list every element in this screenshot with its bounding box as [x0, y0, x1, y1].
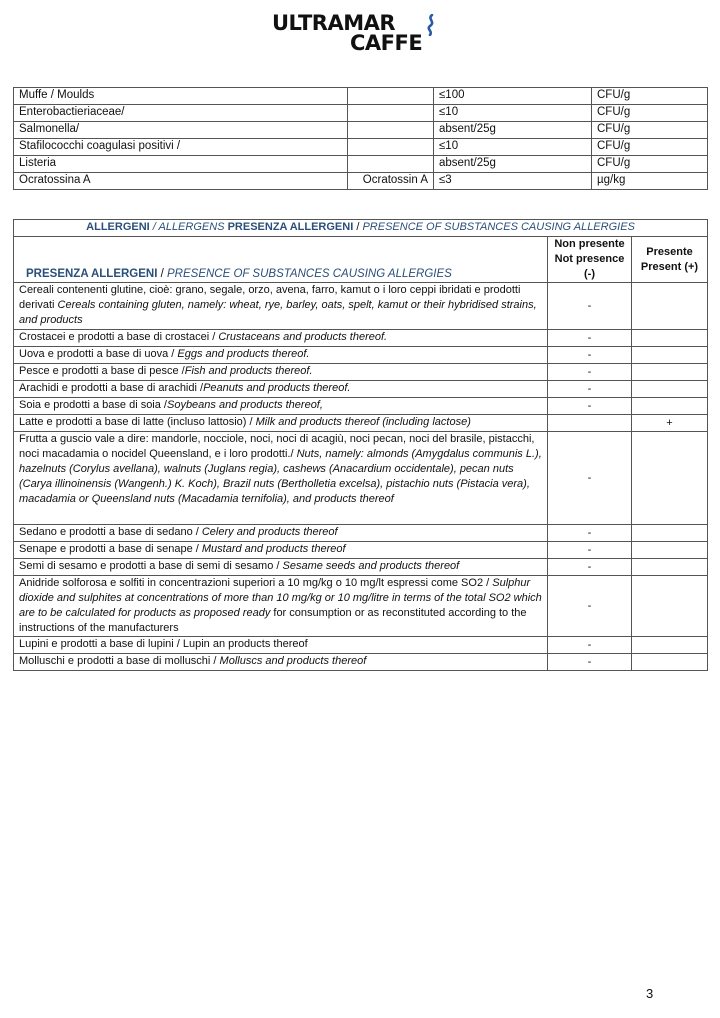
micro-table-row	[14, 173, 708, 190]
allergen-name-en: Peanuts and products thereof.	[203, 382, 351, 394]
not-present-mark: -	[548, 525, 632, 542]
allergens-column-header-row	[14, 237, 708, 283]
allergen-description	[14, 415, 548, 432]
brand-logo	[272, 12, 452, 56]
page-number: 3	[646, 986, 654, 1001]
allergen-row	[14, 364, 708, 381]
allergen-name-en: Sulphur dioxide and sulphites at concentrations of more than 10 mg/kg or 10 mg/litre in terms of the total SO2 which are to be calculated for products as proposed ready	[19, 577, 542, 619]
allergen-name-it: Frutta a guscio vale a dire: mandorle, nocciole, noci, noci di acagiù, noci pecan, noci del brasile, pistacchi, noci macadamia o nocidel Queensland, e i loro prodotti./	[19, 433, 535, 460]
present-mark	[632, 576, 708, 637]
allergen-description	[14, 576, 548, 637]
present-label-en: Present (+)	[640, 260, 699, 273]
presence-title-it: PRESENZA ALLERGENI	[227, 221, 354, 233]
micro-name-cell: Muffe / Moulds	[14, 88, 348, 105]
micro-table-row	[14, 105, 708, 122]
not-present-mark: -	[548, 398, 632, 415]
presence-subheader-separator: /	[157, 268, 168, 280]
present-mark	[632, 283, 708, 330]
present-mark	[632, 330, 708, 347]
allergen-row	[14, 525, 708, 542]
allergen-row	[14, 330, 708, 347]
micro-name-cell: Ocratossina A	[14, 173, 348, 190]
allergen-row	[14, 637, 708, 654]
presence-separator: /	[353, 221, 363, 233]
allergen-name-en: Crustaceans and products thereof.	[218, 331, 388, 343]
micro-table-row	[14, 139, 708, 156]
micro-unit-cell: CFU/g	[592, 122, 708, 139]
allergen-description	[14, 559, 548, 576]
allergen-row	[14, 432, 708, 525]
allergen-description	[14, 398, 548, 415]
micro-limit-cell: ≤100	[434, 88, 592, 105]
allergen-name-en: Soybeans and products thereof,	[166, 399, 323, 411]
allergen-name-en: Celery and products thereof	[201, 526, 338, 538]
allergen-description	[14, 283, 548, 330]
allergen-description	[14, 364, 548, 381]
allergen-name-it: Semi di sesamo e prodotti a base di semi di sesamo /	[19, 560, 283, 572]
micro-unit-cell: CFU/g	[592, 105, 708, 122]
micro-limit-cell: ≤10	[434, 105, 592, 122]
not-present-mark: -	[548, 330, 632, 347]
allergen-name-it: Soia e prodotti a base di soia /	[19, 399, 167, 411]
not-present-mark: -	[548, 542, 632, 559]
microbiological-table	[13, 87, 708, 190]
micro-name-cell: Enterobactieriaceae/	[14, 105, 348, 122]
present-mark	[632, 381, 708, 398]
allergen-name-it: Cereali contenenti glutine, cioè: grano, segale, orzo, avena, farro, kamut o i loro ceppi ibridati e prodotti derivati	[19, 284, 521, 311]
steam-icon	[425, 14, 437, 36]
presence-subheader-it: PRESENZA ALLERGENI	[26, 268, 158, 280]
allergens-title-row	[14, 220, 708, 237]
micro-table-row	[14, 88, 708, 105]
allergen-name-en: Fish and products thereof.	[184, 365, 313, 377]
present-mark	[632, 347, 708, 364]
allergen-row	[14, 398, 708, 415]
allergen-row	[14, 654, 708, 671]
micro-unit-cell: CFU/g	[592, 156, 708, 173]
allergen-name-it: Crostacei e prodotti a base di crostacei /	[19, 331, 219, 343]
micro-unit-cell: µg/kg	[592, 173, 708, 190]
allergen-row	[14, 542, 708, 559]
allergen-name-en: Milk and products thereof (including lactose)	[255, 416, 471, 428]
present-header	[632, 237, 708, 283]
micro-name-cell: Salmonella/	[14, 122, 348, 139]
present-mark	[632, 525, 708, 542]
not-present-mark: -	[548, 283, 632, 330]
allergen-description	[14, 637, 548, 654]
allergen-description	[14, 432, 548, 525]
allergen-description	[14, 525, 548, 542]
allergen-row	[14, 576, 708, 637]
micro-extra-cell	[348, 105, 434, 122]
allergen-row	[14, 283, 708, 330]
allergens-table	[13, 219, 708, 671]
present-mark	[632, 559, 708, 576]
micro-limit-cell: absent/25g	[434, 156, 592, 173]
not-present-label-en: Not presence	[554, 253, 625, 265]
micro-name-cell: Listeria	[14, 156, 348, 173]
presence-subheader	[14, 237, 548, 283]
allergen-name-tail: for consumption or as reconstituted according to the instructions of the manufacturers	[19, 607, 527, 634]
not-present-mark: -	[548, 432, 632, 525]
allergen-description	[14, 381, 548, 398]
allergen-name-it: Latte e prodotti a base di latte (incluso lattosio) /	[19, 416, 256, 428]
not-present-header	[548, 237, 632, 283]
present-label-it: Presente	[646, 245, 693, 258]
present-mark	[632, 542, 708, 559]
micro-extra-cell	[348, 88, 434, 105]
brand-line1: ULTRAMAR	[272, 11, 396, 35]
allergens-title-it: ALLERGENI	[86, 221, 150, 233]
not-present-mark: -	[548, 347, 632, 364]
present-mark	[632, 432, 708, 525]
allergen-row	[14, 559, 708, 576]
micro-extra-cell	[348, 139, 434, 156]
present-mark	[632, 637, 708, 654]
not-present-symbol: (-)	[584, 268, 595, 280]
allergen-name-en: Cereals containing gluten, namely: wheat, rye, barley, oats, spelt, kamut or their hybridised strains, and products	[19, 299, 537, 326]
allergen-name-it: Pesce e prodotti a base di pesce /	[19, 365, 185, 377]
allergen-description	[14, 347, 548, 364]
not-present-mark	[548, 415, 632, 432]
not-present-mark: -	[548, 381, 632, 398]
not-present-mark: -	[548, 637, 632, 654]
allergen-row	[14, 381, 708, 398]
allergen-row	[14, 347, 708, 364]
allergen-name-it: Arachidi e prodotti a base di arachidi /	[19, 382, 204, 394]
allergen-name-en: Mustard and products thereof	[201, 543, 346, 555]
allergen-name-en: Eggs and products thereof.	[177, 348, 310, 360]
allergen-name-it: Anidride solforosa e solfiti in concentrazioni superiori a 10 mg/kg o 10 mg/lt espressi come SO2 /	[19, 577, 493, 589]
not-present-mark: -	[548, 364, 632, 381]
allergens-title	[14, 220, 708, 237]
micro-unit-cell: CFU/g	[592, 139, 708, 156]
allergen-name-en: Molluscs and products thereof	[219, 655, 367, 667]
allergen-name-it: Senape e prodotti a base di senape /	[19, 543, 202, 555]
title-separator: /	[149, 221, 159, 233]
allergen-description	[14, 330, 548, 347]
micro-limit-cell: ≤10	[434, 139, 592, 156]
micro-extra-cell: Ocratossin A	[348, 173, 434, 190]
allergen-description	[14, 654, 548, 671]
micro-limit-cell: absent/25g	[434, 122, 592, 139]
micro-table-row	[14, 156, 708, 173]
not-present-mark: -	[548, 559, 632, 576]
allergen-name-it: Molluschi e prodotti a base di molluschi /	[19, 655, 220, 667]
micro-unit-cell: CFU/g	[592, 88, 708, 105]
not-present-mark: -	[548, 576, 632, 637]
micro-name-cell: Stafilococchi coagulasi positivi /	[14, 139, 348, 156]
allergen-name-it: Uova e prodotti a base di uova /	[19, 348, 178, 360]
allergen-row	[14, 415, 708, 432]
not-present-label-it: Non presente	[554, 238, 625, 250]
allergen-name-it: Sedano e prodotti a base di sedano /	[19, 526, 202, 538]
presence-subheader-en: PRESENCE OF SUBSTANCES CAUSING ALLERGIES	[167, 268, 452, 280]
allergen-name-en: Sesame seeds and products thereof	[282, 560, 460, 572]
allergens-title-en: ALLERGENS	[158, 221, 225, 233]
present-mark	[632, 654, 708, 671]
micro-table-row	[14, 122, 708, 139]
presence-title-en: PRESENCE OF SUBSTANCES CAUSING ALLERGIES	[362, 221, 635, 233]
present-mark	[632, 364, 708, 381]
micro-limit-cell: ≤3	[434, 173, 592, 190]
present-mark: +	[632, 415, 708, 432]
brand-line2: CAFFE	[350, 31, 423, 55]
micro-extra-cell	[348, 122, 434, 139]
allergen-description	[14, 542, 548, 559]
not-present-mark: -	[548, 654, 632, 671]
present-mark	[632, 398, 708, 415]
allergen-name-it: Lupini e prodotti a base di lupini / Lupin an products thereof	[19, 638, 308, 650]
micro-extra-cell	[348, 156, 434, 173]
allergen-name-en: Nuts, namely: almonds (Amygdalus communis L.), hazelnuts (Corylus avellana), walnuts (Juglans regia), cashews (Anacardium occidentale), pecan nuts (Carya illinoinensis (Wangenh.) K. Koch), Brazil nuts (Bertholletia excelsa), pistachio nuts (Pistacia vera), macadamia or Queensland nuts (Macadamia ternifolia), and products thereof	[19, 448, 542, 505]
